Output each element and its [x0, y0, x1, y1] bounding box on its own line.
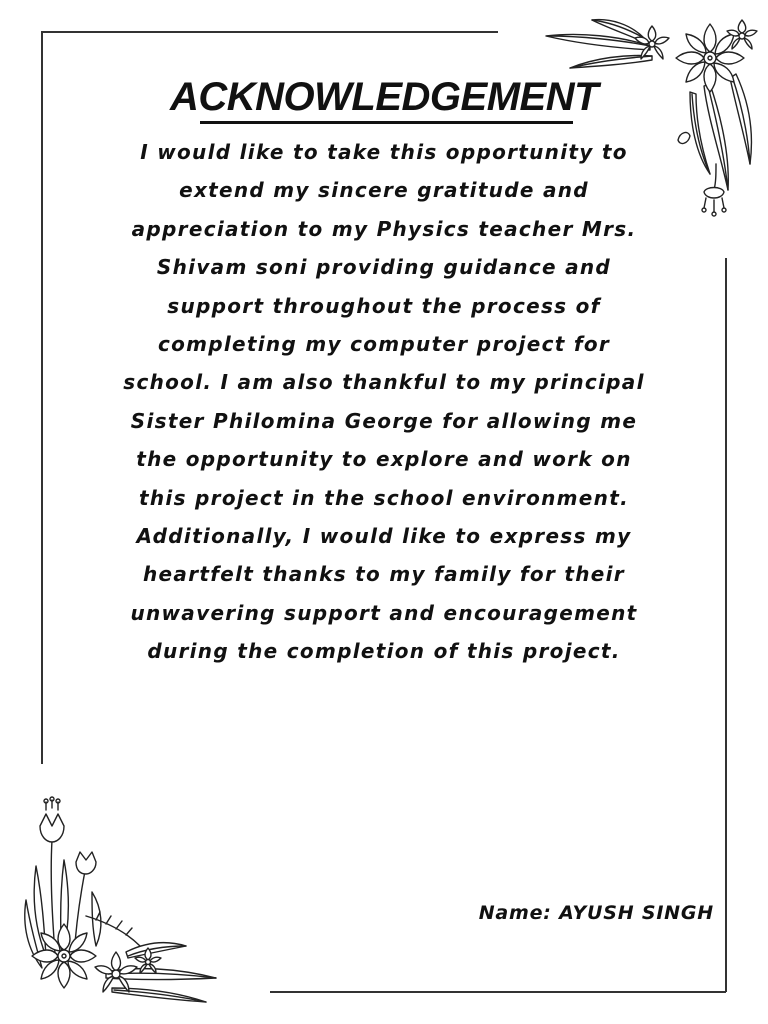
- frame-bottom-line: [270, 991, 726, 993]
- paragraph-line: Shivam soni providing guidance and: [156, 255, 612, 280]
- paragraph-line: during the completion of this project.: [147, 639, 621, 664]
- floral-corner-top-right-icon: [540, 14, 768, 224]
- paragraph-line: I would like to take this opportunity to: [140, 140, 628, 164]
- floral-corner-bottom-left-icon: [16, 796, 230, 1008]
- title-underline: [200, 121, 573, 124]
- paragraph-line: heartfelt thanks to my family for their: [143, 562, 625, 587]
- paragraph-line: appreciation to my Physics teacher Mrs.: [131, 216, 637, 241]
- paragraph-line: completing my computer project for: [157, 332, 611, 357]
- page-title: ACKNOWLEDGEMENT: [169, 75, 599, 119]
- paragraph-line: school. I am also thankful to my principal: [123, 370, 645, 395]
- student-name: Name: AYUSH SINGH: [478, 902, 714, 924]
- frame-top-line: [41, 31, 498, 33]
- paragraph-line: Sister Philomina George for allowing me: [130, 408, 638, 433]
- paragraph-line: Additionally, I would like to express my: [136, 524, 632, 549]
- paragraph-line: the opportunity to explore and work on: [136, 447, 632, 472]
- paragraph-line: support throughout the process of: [167, 293, 601, 318]
- paragraph-line: this project in the school environment.: [139, 485, 629, 510]
- paragraph-line: extend my sincere gratitude and: [179, 178, 589, 203]
- frame-left-line: [41, 31, 43, 764]
- paragraph-line: unwavering support and encouragement: [130, 600, 638, 625]
- frame-right-line: [725, 258, 727, 992]
